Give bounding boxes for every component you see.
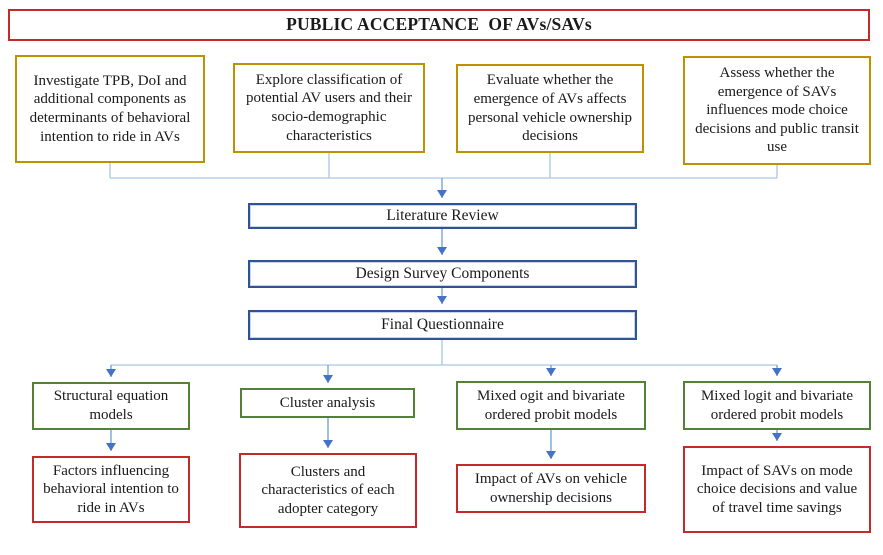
outcome-box-adopter-clusters: Clusters and characteristics of each adopter category: [239, 453, 417, 528]
objective-box-av-ownership: Evaluate whether the emergence of AVs affects personal vehicle ownership decisions: [456, 64, 644, 153]
split-tree-line: [111, 340, 777, 365]
process-step-design-survey: Design Survey Components: [248, 260, 637, 288]
objective-box-tpb-doi: Investigate TPB, DoI and additional components as determinants of behavioral intention to ride in AVs: [15, 55, 205, 163]
method-box-mixed-logit-av: Mixed ogit and bivariate ordered probit models: [456, 381, 646, 430]
outcome-box-av-ownership-impact: Impact of AVs on vehicle ownership decisions: [456, 464, 646, 513]
title-box: PUBLIC ACCEPTANCE OF AVs/SAVs: [8, 9, 870, 41]
process-step-final-questionnaire: Final Questionnaire: [248, 310, 637, 340]
process-step-literature-review: Literature Review: [248, 203, 637, 229]
outcome-box-behavioral-intention: Factors influencing behavioral intention to ride in AVs: [32, 456, 190, 523]
outcome-box-sav-mode-impact: Impact of SAVs on mode choice decisions and value of travel time savings: [683, 446, 871, 533]
method-box-sem: Structural equation models: [32, 382, 190, 430]
objective-box-sav-mode-choice: Assess whether the emergence of SAVs influences mode choice decisions and public transit use: [683, 56, 871, 165]
objective-box-classification: Explore classification of potential AV users and their socio-demographic characteristics: [233, 63, 425, 153]
merge-tree-line: [110, 153, 777, 178]
method-box-cluster-analysis: Cluster analysis: [240, 388, 415, 418]
method-box-mixed-logit-sav: Mixed logit and bivariate ordered probit models: [683, 381, 871, 430]
